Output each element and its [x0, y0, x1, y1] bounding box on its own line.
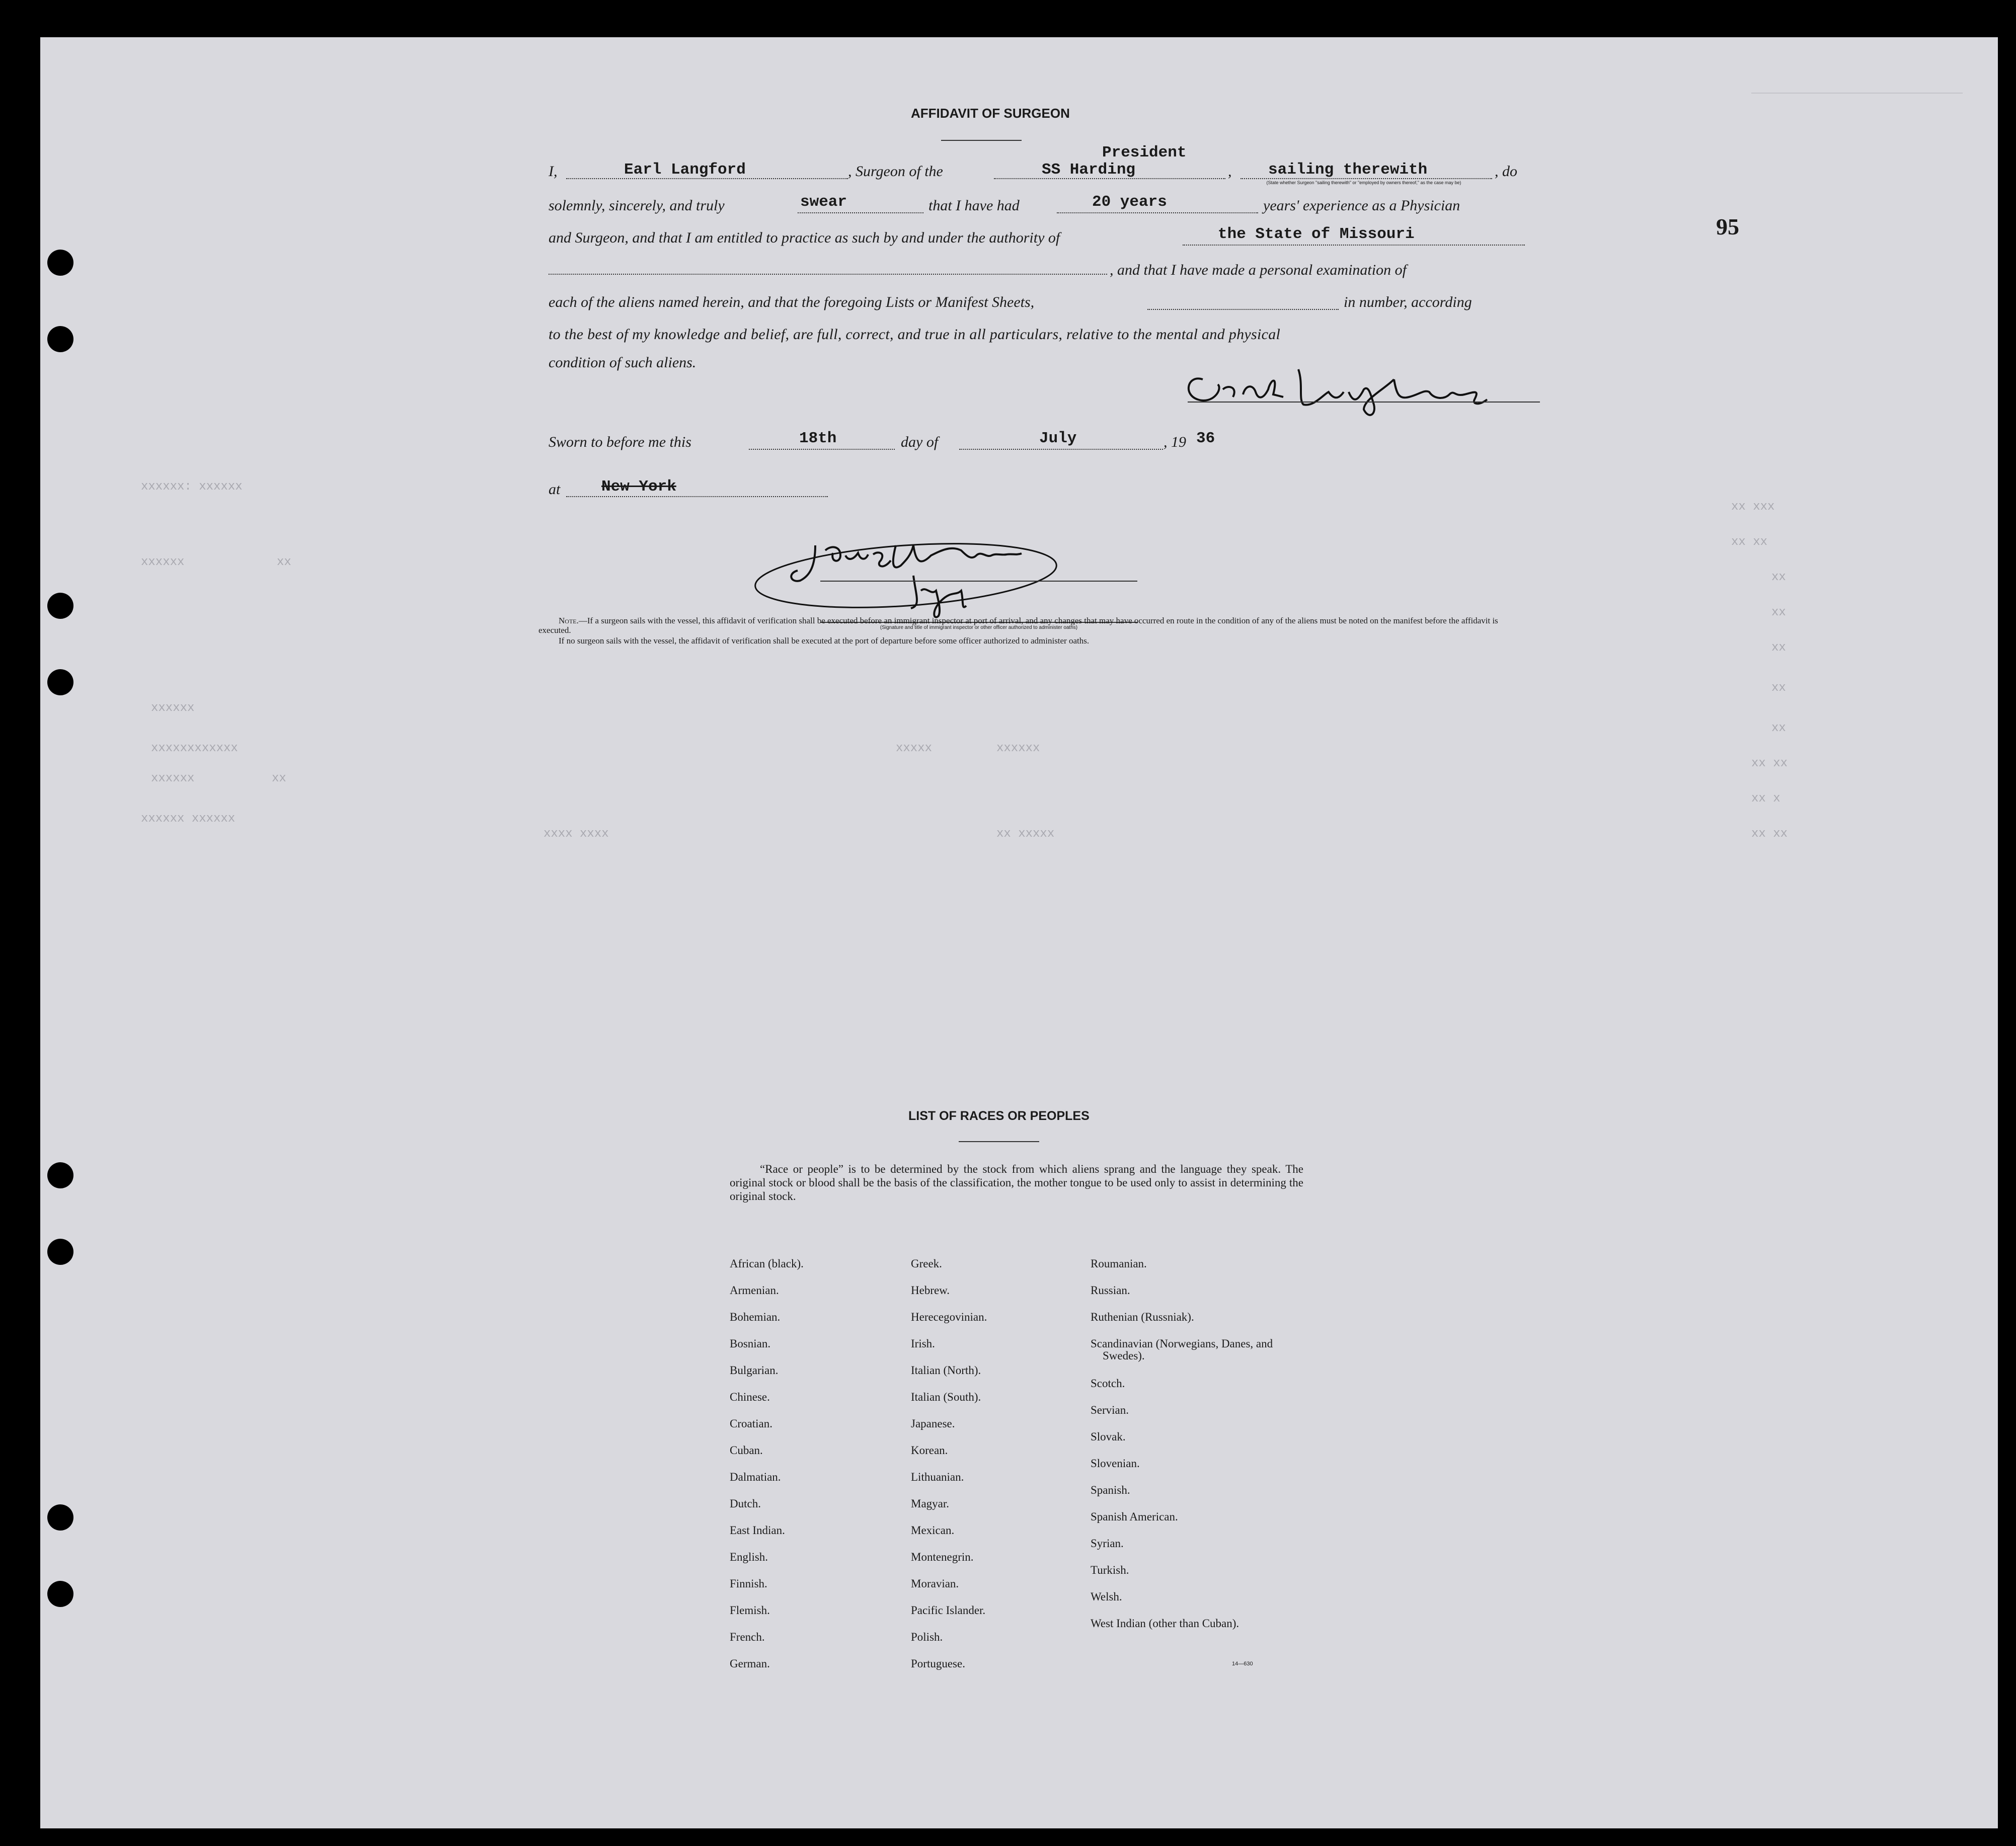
race-item: Scotch. [1091, 1377, 1125, 1390]
race-item: Bohemian. [730, 1311, 781, 1323]
race-item: Magyar. [911, 1497, 950, 1510]
races-heading-rule [959, 1141, 1039, 1142]
oath-type: swear [800, 193, 847, 211]
race-item: Pacific Islander. [911, 1604, 986, 1617]
blank-line [549, 274, 1107, 275]
race-item: Roumanian. [1091, 1257, 1147, 1270]
race-item: African (black). [730, 1257, 804, 1270]
race-item: Italian (North). [911, 1364, 981, 1377]
race-item: Servian. [1091, 1404, 1129, 1416]
form-number: 14—630 [1232, 1661, 1253, 1667]
surgeon-signature [1173, 349, 1525, 425]
heading-rule [941, 140, 1022, 141]
sworn-lead: Sworn to before me this [549, 434, 691, 450]
race-item: Armenian. [730, 1284, 779, 1297]
sailing-status-note: (State whether Surgeon "sailing therewith" or "employed by owners thereof," as the case may be) [1266, 180, 1461, 185]
line3-lead: and Surgeon, and that I am entitled to practice as such by and under the authority of [549, 229, 1060, 246]
race-item: Spanish. [1091, 1484, 1130, 1496]
signature-line [1188, 402, 1540, 403]
punch-hole [47, 1504, 73, 1531]
races-intro: “Race or people” is to be determined by the stock from which aliens sprang and the language they speak. The original stock or blood shall be the basis of the classification, the mother tongue to be used only to assist in determining the original stock. [730, 1163, 1303, 1202]
race-item: French. [730, 1631, 765, 1643]
inspector-signature-line [820, 581, 1137, 582]
race-item: Mexican. [911, 1524, 955, 1537]
affidavit-i: I, [549, 163, 558, 180]
document-sheet: 95 xxxxxx: xxxxxx xxxxxx xx xxxxxx xxxxxxxxxxxx xxxxxx xx xxxxxx xxxxxx xx xxx xx xx xx xx xx xx xx xx xx xx x xx xx xxxxx xxxxxx xxxx xxxx xx xxxxx AFFIDAVIT OF SURGEON I, Earl Langford , Surgeon of the President SS Harding , sailing therewith (State whether Surgeon "sailing therewith" or "employed by owners thereof," as the case may be) , do solemnly, sincerely, and truly swear that I have had 20 years years' experience as a Physician and Surgeon, and that I am entitled to practice as such by and under the authority of the State of Missouri , and that I have made a personal examination of each of the aliens named herein, and that the foregoing Lists or Manifest Sheets, in number, according to the best of my knowledge and belief, are full, correct, and true in all particulars, relative to the mental and physical condition of such aliens. Sworn to before me this 18th day of July , 19 36 at New York (Signature and title of immigrant inspector or other officer authorized to administer oaths) Note.—If a surgeon sails with the vessel, this affidavit of verification shall be executed before an immigrant inspector at port of arrival, and any changes that may have occurred en route in the condition of any of the aliens must be noted on the manifest before the affidavit is executed. If no surgeon sails with the vessel, the affidavit of verification shall be executed at the port of departure before some officer authorized to administer oaths. LIST OF RACES OR PEOPLES “Race or people” is to be determined by the stock from which aliens sprang and the language they speak. The original stock or blood shall be the basis of the classification, the mother tongue to be used only to assist in determining the original stock. African (black). Armenian. Bohemian. Bosnian. Bulgarian. Chinese. Croatian. Cuban. Dalmatian. Dutch. East Indian. English. Finnish. Flemish. French. German. Greek. Hebrew. Herecegovinian. Irish. Italian (North). Italian (South). Japanese. Korean. Lithuanian. Magyar. Mexican. Montenegrin. Moravian. Pacific Islander. Polish. Portuguese. Roumanian. Russian. Ruthenian (Russniak). Scandinavian (Norwegians, Danes, and Swedes). Scotch. Servian. Slovak. Slovenian. Spanish. Spanish American. Syrian. Turkish. Welsh. West Indian (other than Cuban). 14—630 [40, 37, 1998, 1828]
race-item: Finnish. [730, 1577, 767, 1590]
year-prefix: , 19 [1164, 434, 1186, 450]
race-item: Russian. [1091, 1284, 1130, 1297]
race-item: Flemish. [730, 1604, 770, 1617]
race-item: Dutch. [730, 1497, 761, 1510]
race-item: Hebrew. [911, 1284, 950, 1297]
race-item: East Indian. [730, 1524, 785, 1537]
punch-hole [47, 1239, 73, 1265]
signature-caption: (Signature and title of immigrant inspector or other officer authorized to administer oaths) [880, 625, 1078, 630]
race-item: Syrian. [1091, 1537, 1124, 1550]
line2-mid: that I have had [928, 197, 1020, 214]
note-label: Note. [559, 616, 579, 625]
year-suffix: 36 [1196, 430, 1215, 447]
race-item: Moravian. [911, 1577, 959, 1590]
race-item: Spanish American. [1091, 1510, 1178, 1523]
licensing-authority: the State of Missouri [1218, 225, 1415, 243]
blank-line [1183, 245, 1525, 246]
punch-hole [47, 593, 73, 619]
punch-hole [47, 250, 73, 276]
ship-name: SS Harding [1042, 161, 1136, 179]
note-text-1: —If a surgeon sails with the vessel, this affidavit of verification shall be executed before an immigrant inspector at port of arrival, and any changes that may have occurred en route in the condition of any of the aliens must be noted on the manifest before the affidavit is executed. [538, 616, 1498, 635]
affidavit-heading: AFFIDAVIT OF SURGEON [911, 106, 1070, 121]
race-item: Herecegovinian. [911, 1311, 987, 1323]
punch-hole [47, 1162, 73, 1188]
sworn-month: July [1039, 430, 1077, 447]
punch-hole [47, 1581, 73, 1607]
surgeon-name: Earl Langford [624, 161, 746, 179]
race-item: Bosnian. [730, 1337, 771, 1350]
race-item: Irish. [911, 1337, 935, 1350]
race-item: German. [730, 1657, 770, 1670]
race-item: Slovenian. [1091, 1457, 1140, 1470]
race-item: Greek. [911, 1257, 942, 1270]
sworn-place: New York [601, 478, 676, 496]
years-experience: 20 years [1092, 193, 1167, 211]
race-item: Scandinavian (Norwegians, Danes, and Swedes). [1091, 1337, 1273, 1362]
blank-line [749, 449, 895, 450]
page-number: 95 [1716, 214, 1739, 239]
sworn-day: 18th [799, 430, 837, 447]
ship-prefix: President [1102, 144, 1187, 162]
race-item: Slovak. [1091, 1430, 1126, 1443]
race-item: English. [730, 1551, 768, 1563]
race-item: Portuguese. [911, 1657, 965, 1670]
line5-tail: in number, according [1344, 294, 1472, 310]
blank-line [959, 449, 1163, 450]
day-of-label: day of [901, 434, 939, 450]
race-item: Croatian. [730, 1417, 772, 1430]
punch-hole [47, 326, 73, 352]
race-item: Italian (South). [911, 1391, 981, 1403]
race-item: Turkish. [1091, 1564, 1129, 1576]
race-item: Dalmatian. [730, 1471, 781, 1483]
do-label: , do [1495, 163, 1517, 180]
race-item: West Indian (other than Cuban). [1091, 1617, 1239, 1630]
races-heading: LIST OF RACES OR PEOPLES [908, 1109, 1090, 1123]
line5-lead: each of the aliens named herein, and that the foregoing Lists or Manifest Sheets, [549, 294, 1035, 310]
note-text-2: If no surgeon sails with the vessel, the affidavit of verification shall be executed at the port of departure before some officer authorized to administer oaths. [559, 636, 1090, 646]
line2-tail: years' experience as a Physician [1263, 197, 1460, 214]
race-item: Chinese. [730, 1391, 770, 1403]
at-label: at [549, 481, 561, 498]
sailing-status: sailing therewith [1268, 161, 1428, 179]
race-item: Polish. [911, 1631, 943, 1643]
line6-text: to the best of my knowledge and belief, are full, correct, and true in all particulars, relative to the mental and physical [549, 326, 1281, 343]
blank-line [566, 496, 828, 497]
race-item: Welsh. [1091, 1590, 1122, 1603]
line4-text: , and that I have made a personal examination of [1110, 262, 1407, 278]
race-item: Japanese. [911, 1417, 955, 1430]
punch-hole [47, 669, 73, 695]
race-item: Ruthenian (Russniak). [1091, 1311, 1194, 1323]
line7-text: condition of such aliens. [549, 354, 696, 371]
race-item: Lithuanian. [911, 1471, 964, 1483]
line2-lead: solemnly, sincerely, and truly [549, 197, 725, 214]
blank-line [1057, 212, 1258, 213]
edge-mark [1751, 93, 1963, 94]
race-item: Bulgarian. [730, 1364, 779, 1377]
affidavit-note [538, 616, 1525, 635]
race-item: Montenegrin. [911, 1551, 974, 1563]
blank-line [798, 212, 923, 213]
race-item: Cuban. [730, 1444, 763, 1457]
blank-line [1147, 309, 1339, 310]
race-item: Korean. [911, 1444, 948, 1457]
surgeon-of-the-label: , Surgeon of the [848, 163, 943, 180]
